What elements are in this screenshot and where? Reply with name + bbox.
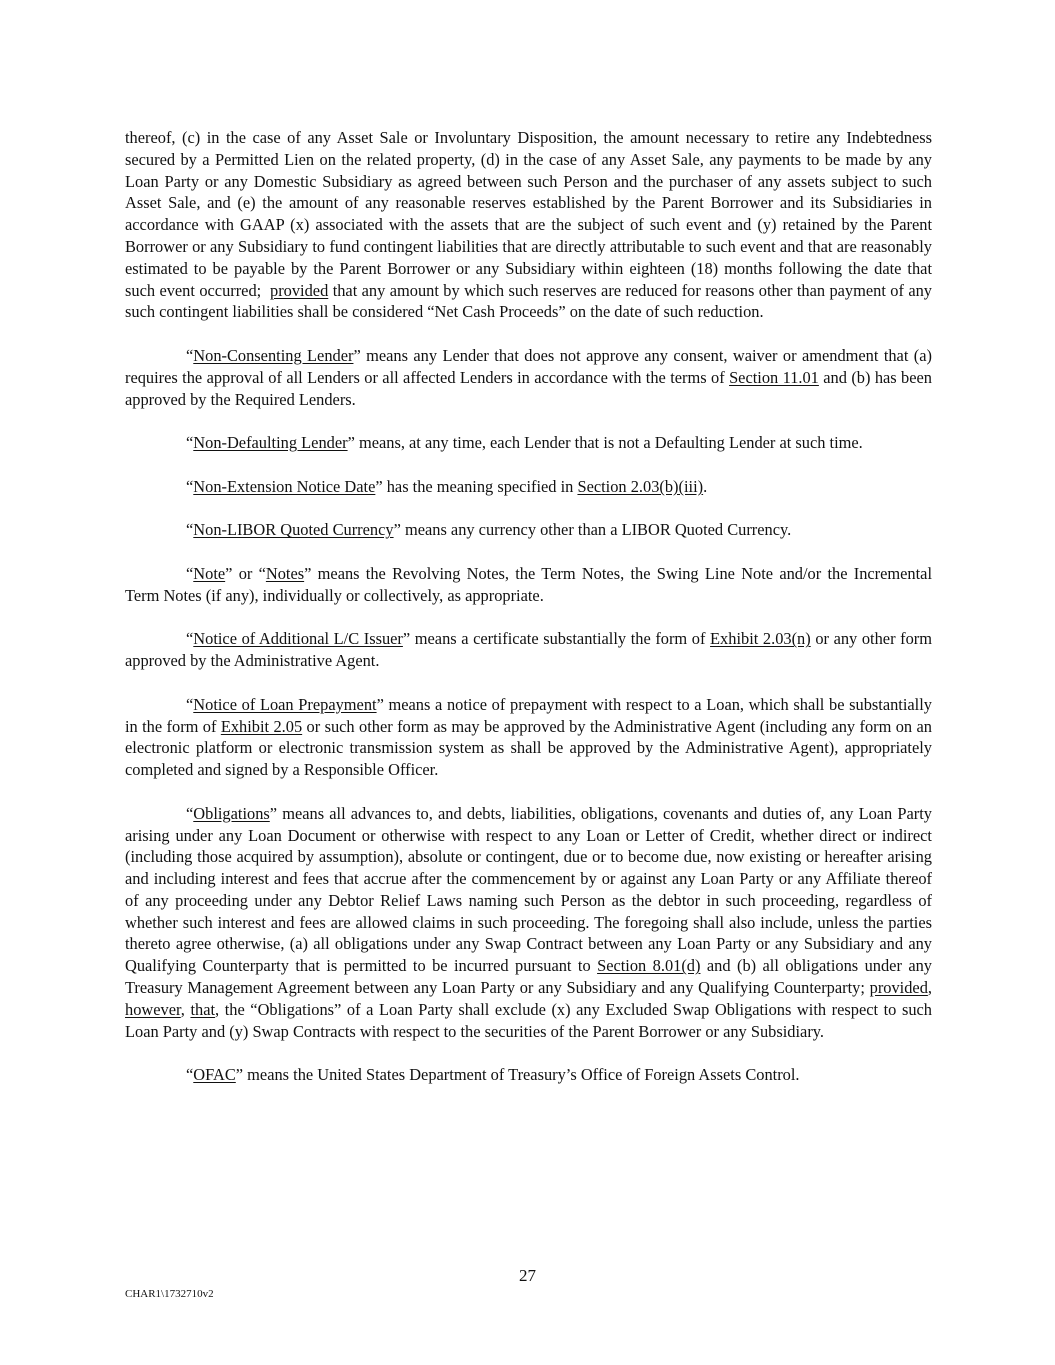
definition-text: or such other form as may be approved by the Administrative Agent (including any form on an electronic platform or electronic transmission system as shall be approved by the Administrative Agent), appropriately completed and signed by a Responsible Officer. [125,716,932,780]
net-cash-proceeds-continuation [125,127,932,323]
defined-term: Notes [265,563,305,583]
definition-text: ” means the United States Department of Treasury’s Office of Foreign Assets Control. [235,1065,800,1085]
definition-notice-of-additional-lc-issuer: “Notice of Additional L/C Issuer” means a certificate substantially the form of Exhibit 2.03(n) or any other form approved by the Administrative Agent. [125,629,932,671]
definition-text: ” has the meaning specified in [375,476,574,496]
definition-text: and (b) all obligations under any Treasury Management Agreement between any Loan Party or any Subsidiary and any Qualifying Counterparty; [125,956,933,998]
defined-term: OFAC [193,1065,236,1085]
defined-term: Non-Defaulting Lender [193,433,348,453]
provided-term: provided [869,978,928,998]
defined-term: Notice of Additional L/C Issuer [193,629,403,649]
definition-ofac: “OFAC” means the United States Department of Treasury’s Office of Foreign Assets Control. [186,1065,800,1085]
definition-non-libor-quoted-currency: “Non-LIBOR Quoted Currency” means any currency other than a LIBOR Quoted Currency. [186,520,792,540]
definition-obligations: “Obligations” means all advances to, and debts, liabilities, obligations, covenants and duties of, any Loan Party arising under any Loan Document or otherwise with respect to any Loan or Letter of Credit, whether direct or indirect (including those acquired by assumption), absolute or contingent, due or to become due, now existing or hereafter arising and including interest and fees that accrue after the commencement by or against any Loan Party or any Affiliate thereof of any proceeding under any Debtor Relief Laws naming such Person as the debtor in such proceeding, regardless of whether such interest and fees are allowed claims in such proceeding. The foregoing shall also include, unless the parties thereto agree otherwise, (a) all obligations under any Swap Contract between any Loan Party or any Subsidiary and any Qualifying Counterparty that is permitted to be incurred pursuant to Section 8.01(d) and (b) all obligations under any Treasury Management Agreement between any Loan Party or any Subsidiary and any Qualifying Counterparty; provided, however, that, the “Obligations” of a Loan Party shall exclude (x) any Excluded Swap Obligations with respect to such Loan Party and (y) Swap Contracts with respect to the securities of the Parent Borrower or any Subsidiary. [125,803,933,1041]
document-body [125,127,932,1108]
definition-text: ” means any currency other than a LIBOR Quoted Currency. [393,520,792,540]
definition-non-defaulting-lender: “Non-Defaulting Lender” means, at any time, each Lender that is not a Defaulting Lender at such time. [186,433,863,453]
cross-reference: Exhibit 2.05 [220,716,303,736]
that-term: that [190,999,216,1019]
defined-term: Non-Consenting Lender [193,345,354,365]
cross-reference: Section 2.03(b)(iii) [577,476,704,496]
definition-text: , the “Obligations” of a Loan Party shall exclude (x) any Excluded Swap Obligations with respect to such Loan Party and (y) Swap Contracts with respect to the securities of the Parent Borrower or any Subsidiary. [125,999,932,1041]
definition-notice-of-loan-prepayment: “Notice of Loan Prepayment” means a notice of prepayment with respect to a Loan, which shall be substantially in the form of Exhibit 2.05 or such other form as may be approved by the Administrative Agent (including any form on an electronic platform or electronic transmission system as shall be approved by the Administrative Agent), appropriately completed and signed by a Responsible Officer. [125,694,932,780]
paragraph-text: thereof, (c) in the case of any Asset Sale or Involuntary Disposition, the amount necessary to retire any Indebtedness secured by a Permitted Lien on the related property, (d) in the case of any Asset Sale, any payments to be made by any Loan Party or any Domestic Subsidiary as agreed between such Person and the purchaser of any assets subject to such Asset Sale, and (e) the amount of any reasonable reserves established by the Parent Borrower and its Subsidiaries in accordance with GAAP (x) associated with the assets that are the subject of such event and (y) retained by the Parent Borrower or any Subsidiary to fund contingent liabilities that are directly attributable to such event and that are reasonably estimated to be payable by the Parent Borrower or any Subsidiary within eighteen (18) months following the date that such event occurred; [125,128,932,300]
document-id: CHAR1\1732710v2 [125,1288,214,1300]
defined-term: Non-LIBOR Quoted Currency [193,520,394,540]
definition-text: ” means all advances to, and debts, liabilities, obligations, covenants and duties of, any Loan Party arising under any Loan Document or otherwise with respect to any Loan or Letter of Credit, whether direct or indirect (including those acquired by assumption), absolute or contingent, due or to become due, now existing or hereafter arising and including interest and fees that accrue after the commencement by or against any Loan Party or any Affiliate thereof of any proceeding under any Debtor Relief Laws naming such Person as the debtor in such proceeding, regardless of whether such interest and fees are allowed claims in such proceeding. The foregoing shall also include, unless the parties thereto agree otherwise, (a) all obligations under any Swap Contract between any Loan Party or any Subsidiary and any Qualifying Counterparty that is permitted to be incurred pursuant to [125,803,932,976]
definition-text: and (b) has been approved by the Required Lenders. [125,367,932,409]
provided-term: provided [270,280,329,300]
cross-reference: Exhibit 2.03(n) [710,629,811,649]
definition-non-extension-notice-date: “Non-Extension Notice Date” has the meaning specified in Section 2.03(b)(iii). [186,476,708,496]
definition-text: ” or “ [225,563,266,583]
definition-text: ” means, at any time, each Lender that is not a Defaulting Lender at such time. [347,433,863,453]
definition-text: ” means any Lender that does not approve any consent, waiver or amendment that (a) requires the approval of all Lenders or all affected Lenders in accordance with the terms of [125,345,932,387]
defined-term: Note [193,563,226,583]
paragraph-text: that any amount by which such reserves are reduced for reasons other than payment of any such contingent liabilities shall be considered “Net Cash Proceeds” on the date of such reduction. [125,280,932,322]
defined-term: Notice of Loan Prepayment [193,694,377,714]
cross-reference: Section 8.01(d) [597,956,701,976]
definition-non-consenting-lender: “Non-Consenting Lender” means any Lender that does not approve any consent, waiver or amendment that (a) requires the approval of all Lenders or all affected Lenders in accordance with the terms of Section 11.01 and (b) has been approved by the Required Lenders. [125,345,932,409]
definition-text: or any other form approved by the Administrative Agent. [125,629,932,671]
cross-reference: Section 11.01 [729,367,819,387]
however-term: however [125,999,181,1019]
definition-note: “Note” or “Notes” means the Revolving Notes, the Term Notes, the Swing Line Note and/or the Incremental Term Notes (if any), individually or collectively, as appropriate. [125,563,932,605]
definition-text: ” means a notice of prepayment with respect to a Loan, which shall be substantially in the form of [125,694,932,736]
definition-text: ” means the Revolving Notes, the Term Notes, the Swing Line Note and/or the Incremental Term Notes (if any), individually or collectively, as appropriate. [125,563,932,605]
page-number: 27 [519,1266,536,1285]
defined-term: Obligations [193,803,270,823]
defined-term: Non-Extension Notice Date [193,476,376,496]
definition-text: ” means a certificate substantially the form of [402,629,706,649]
